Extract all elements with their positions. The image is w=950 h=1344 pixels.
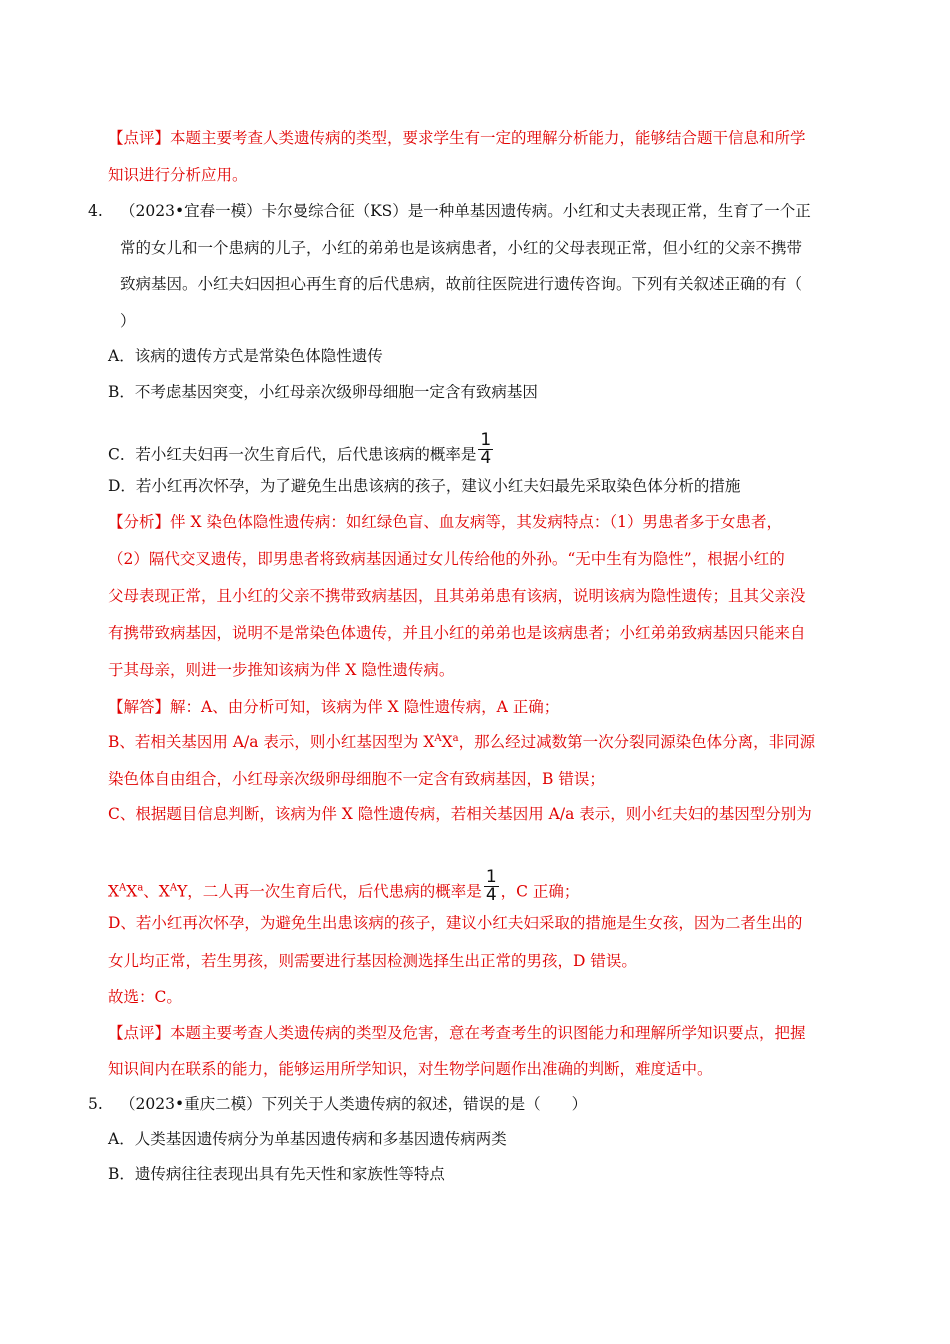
fraction-one-quarter: $\frac{1}{4}$ <box>480 430 492 468</box>
q5-number: 5. <box>88 1095 103 1113</box>
q5-option-a: A．人类基因遗传病分为单基因遗传病和多基因遗传病两类 <box>108 1130 507 1148</box>
q4-number: 4. <box>88 202 103 220</box>
answer-tag: 【解答】 <box>108 698 171 716</box>
q4-option-a: A．该病的遗传方式是常染色体隐性遗传 <box>108 347 383 365</box>
prev-comment-tag: 【点评】 <box>108 129 171 147</box>
q4-answer-line-d2: 女儿均正常，若生男孩，则需要进行基因检测选择生出正常的男孩，D 错误。 <box>108 952 637 970</box>
q4-stem-line-1: （2023•宜春一模）卡尔曼综合征（KS）是一种单基因遗传病。小红和丈夫表现正常，生育了一个正 <box>120 202 811 220</box>
q4-stem-line-3: 致病基因。小红夫妇因担心再生育的后代患病，故前往医院进行遗传咨询。下列有关叙述正确的有（ <box>120 275 803 293</box>
comment-tag: 【点评】 <box>108 1024 171 1042</box>
q4-option-b: B．不考虑基因突变，小红母亲次级卵母细胞一定含有致病基因 <box>108 383 538 401</box>
q4-stem-line-4: ） <box>120 312 136 330</box>
q4-analysis-line-3: 父母表现正常，且小红的父亲不携带致病基因，且其弟弟患有该病，说明该病为隐性遗传；且其父亲没 <box>108 587 806 605</box>
q5-option-b: B．遗传病往往表现出具有先天性和家族性等特点 <box>108 1165 445 1183</box>
q4-answer-choice: 故选：C。 <box>108 988 182 1006</box>
q4-stem-line-2: 常的女儿和一个患病的儿子，小红的弟弟也是该病患者，小红的父母表现正常，但小红的父亲不携带 <box>120 239 803 257</box>
q4-answer-line-c1: C、根据题目信息判断，该病为伴 X 隐性遗传病，若相关基因用 A/a 表示，则小红夫妇的基因型分别为 <box>108 805 812 823</box>
q4-analysis-line-5: 于其母亲，则进一步推知该病为伴 X 隐性遗传病。 <box>108 661 455 679</box>
q4-analysis-line-1: 【分析】伴 X 染色体隐性遗传病：如红绿色盲、血友病等，其发病特点：（1）男患者多于女患者， <box>108 513 783 531</box>
q4-answer-line-d1: D、若小红再次怀孕，为避免生出患该病的孩子，建议小红夫妇采取的措施是生女孩，因为二者生出的 <box>108 914 803 932</box>
prev-comment-line-1: 【点评】本题主要考查人类遗传病的类型，要求学生有一定的理解分析能力，能够结合题干信息和所学 <box>108 129 806 147</box>
q4-answer-line-a: 【解答】解：A、由分析可知，该病为伴 X 隐性遗传病，A 正确； <box>108 698 560 716</box>
q4-answer-line-b1: B、若相关基因用 A/a 表示，则小红基因型为 $X^AX^a$，那么经过减数第一次分裂同源染色体分离，非同源 <box>108 732 816 751</box>
q4-answer-line-c2: $X^AX^a$、$X^AY$，二人再一次生育后代，后代患病的概率是 $\frac{1}{4}$ ，C 正确； <box>108 867 580 905</box>
q4-comment-line-1: 【点评】本题主要考查人类遗传病的类型及危害，意在考查考生的识图能力和理解所学知识要点，把握 <box>108 1024 806 1042</box>
q4-analysis-line-4: 有携带致病基因，说明不是常染色体遗传，并且小红的弟弟也是该病患者；小红弟弟致病基因只能来自 <box>108 624 806 642</box>
fraction-one-quarter-answer: $\frac{1}{4}$ <box>485 867 497 905</box>
analysis-tag: 【分析】 <box>108 513 171 531</box>
prev-comment-line-2: 知识进行分析应用。 <box>108 166 248 184</box>
q4-option-c: C．若小红夫妇再一次生育后代，后代患该病的概率是 $\frac{1}{4}$ <box>108 430 492 468</box>
q4-comment-line-2: 知识间内在联系的能力，能够运用所学知识，对生物学问题作出准确的判断，难度适中。 <box>108 1060 713 1078</box>
q4-analysis-line-2: （2）隔代交叉遗传，即男患者将致病基因通过女儿传给他的外孙。“无中生有为隐性”，根据小红的 <box>108 550 785 568</box>
q4-option-d: D．若小红再次怀孕，为了避免生出患该病的孩子，建议小红夫妇最先采取染色体分析的措施 <box>108 477 741 495</box>
q4-answer-line-b2: 染色体自由组合，小红母亲次级卵母细胞不一定含有致病基因，B 错误； <box>108 770 605 788</box>
q5-stem: （2023•重庆二模）下列关于人类遗传病的叙述，错误的是（ ） <box>120 1095 588 1113</box>
